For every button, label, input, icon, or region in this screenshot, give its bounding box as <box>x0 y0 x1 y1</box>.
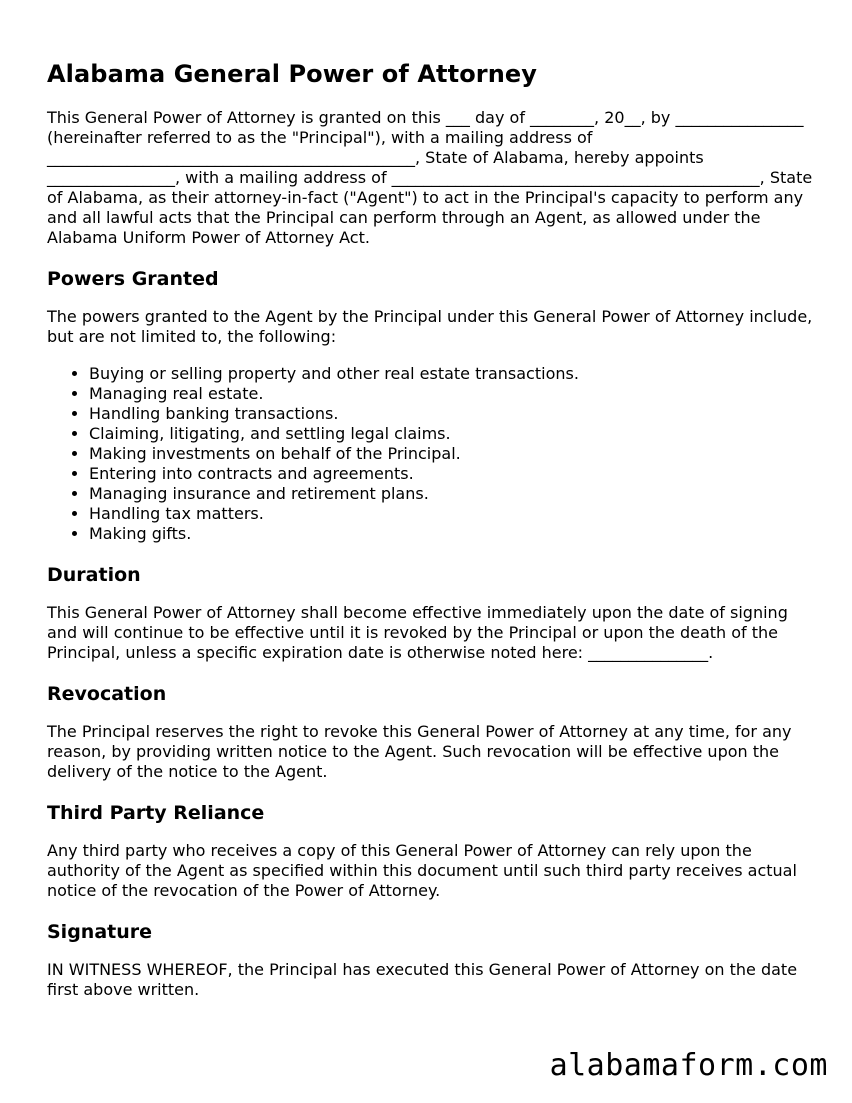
intro-paragraph: This General Power of Attorney is granted on this ___ day of ________, 20__, by ________________ (hereinafter referred to as the "Principal"), with a mailing address of ______________________________________________, State of Alabama, hereby appoints ________________, with a mailing address of ______________________________________________, State of Alabama, as their attorney-in-fact ("Agent") to act in the Principal's capacity to perform any and all lawful acts that the Principal can perform through an Agent, as allowed under the Alabama Uniform Power of Attorney Act. <box>47 108 813 247</box>
list-item: • Buying or selling property and other real estate transactions. <box>89 364 817 384</box>
duration-heading: Duration <box>47 564 141 586</box>
signature-heading: Signature <box>47 921 153 943</box>
revocation-paragraph: The Principal reserves the right to revoke this General Power of Attorney at any time, for any reason, by providing written notice to the Agent. Such revocation will be effective upon the delivery of the notice to the Agent. <box>47 722 792 781</box>
document-title: Alabama General Power of Attorney <box>47 60 538 88</box>
powers-granted-paragraph: The powers granted to the Agent by the Principal under this General Power of Attorney include, but are not limited to, the following: <box>47 307 813 346</box>
list-item: • Managing insurance and retirement plans. <box>89 484 817 504</box>
third-party-reliance-paragraph: Any third party who receives a copy of this General Power of Attorney can rely upon the authority of the Agent as specified within this document until such third party receives actual notice of the revocation of the Power of Attorney. <box>47 841 797 900</box>
site-watermark: alabamaform.com <box>549 1048 828 1083</box>
list-item: • Making investments on behalf of the Principal. <box>89 444 817 464</box>
signature-paragraph: IN WITNESS WHEREOF, the Principal has executed this General Power of Attorney on the date first above written. <box>47 960 798 999</box>
list-item: • Managing real estate. <box>89 384 817 404</box>
list-item: • Entering into contracts and agreements. <box>89 464 817 484</box>
powers-list <box>47 364 817 544</box>
powers-granted-heading: Powers Granted <box>47 268 219 290</box>
list-item: • Making gifts. <box>89 524 817 544</box>
list-item: • Handling banking transactions. <box>89 404 817 424</box>
revocation-heading: Revocation <box>47 683 167 705</box>
duration-paragraph: This General Power of Attorney shall become effective immediately upon the date of signing and will continue to be effective until it is revoked by the Principal or upon the death of the Principal, unless a specific expiration date is otherwise noted here: _______________. <box>47 603 788 662</box>
document-page <box>47 56 817 1000</box>
list-item: • Claiming, litigating, and settling legal claims. <box>89 424 817 444</box>
third-party-reliance-heading: Third Party Reliance <box>47 802 265 824</box>
list-item: • Handling tax matters. <box>89 504 817 524</box>
